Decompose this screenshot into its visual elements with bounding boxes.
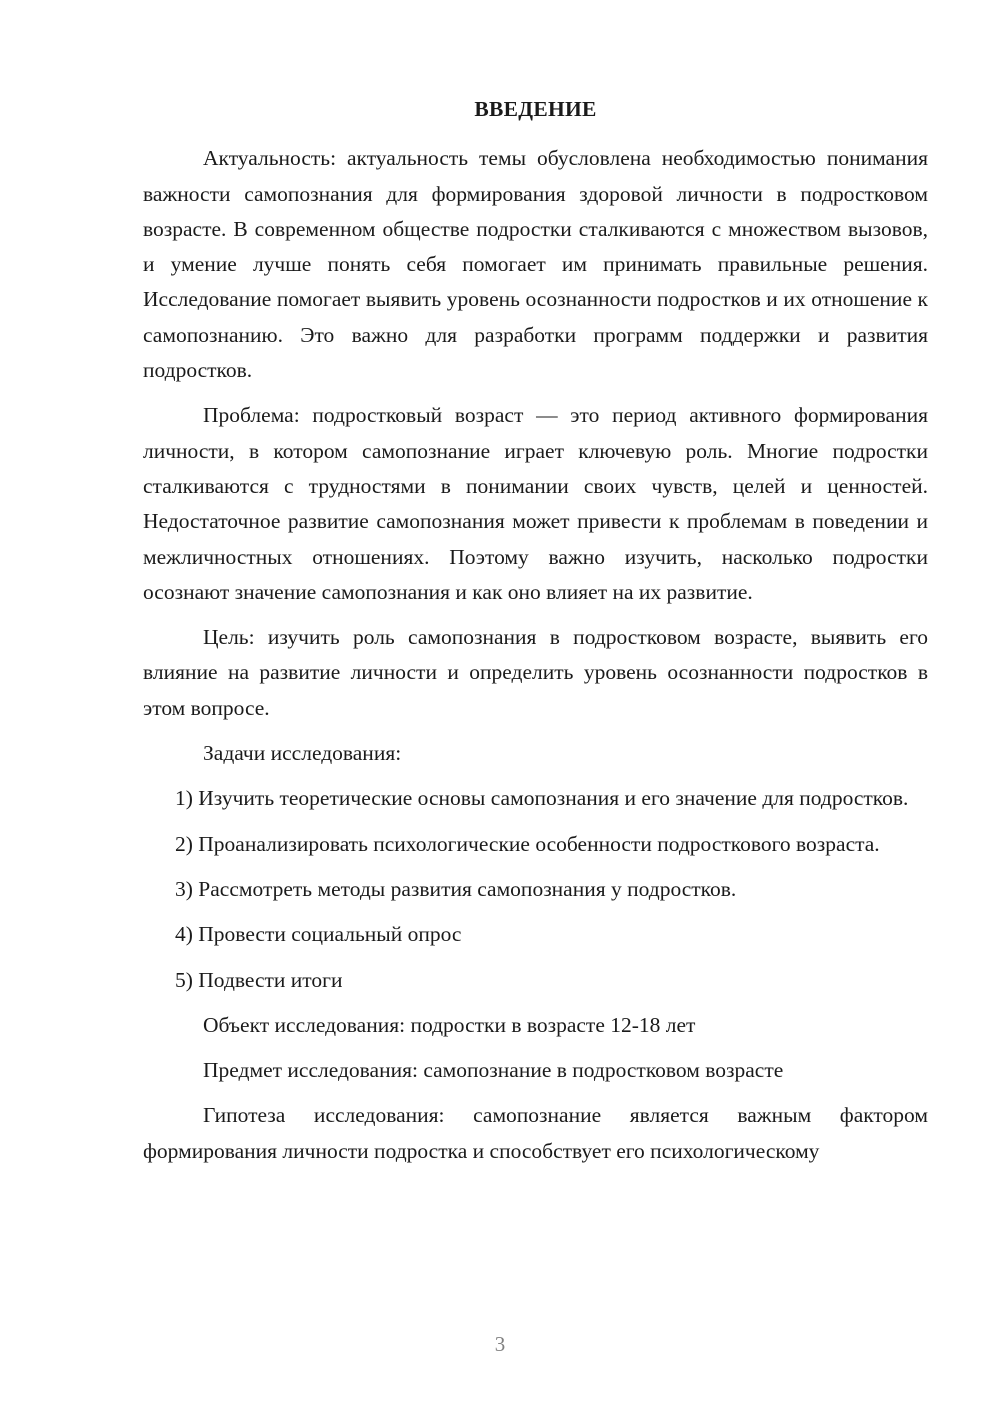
task-item-4: 4) Провести социальный опрос	[175, 922, 462, 947]
relevance-paragraph: Актуальность: актуальность темы обусловлена необходимостью понимания важности самопознания для формирования здоровой личности в подростковом возрасте. В современном обществе подростки сталкиваются с множеством вызовов, и умение лучше понять себя помогает им принимать правильные решения. Исследование помогает выявить уровень осознанности подростков и их отношение к самопознанию. Это важно для разработки программ поддержки и развития подростков.	[143, 146, 928, 383]
task-item-1: 1) Изучить теоретические основы самопознания и его значение для подростков.	[175, 786, 909, 811]
task-item-3: 3) Рассмотреть методы развития самопознания у подростков.	[175, 876, 737, 901]
document-page	[143, 92, 928, 1179]
task-item-5: 5) Подвести итоги	[175, 967, 343, 992]
goal-paragraph: Цель: изучить роль самопознания в подростковом возрасте, выявить его влияние на развитие личности и определить уровень осознанности подростков в этом вопросе.	[143, 625, 928, 720]
research-hypothesis: Гипотеза исследования: самопознание является важным фактором формирования личности подростка и способствует его психологическому	[143, 1103, 928, 1163]
section-title: ВВЕДЕНИЕ	[474, 97, 597, 121]
tasks-heading: Задачи исследования:	[203, 741, 402, 766]
page-number: 3	[494, 1332, 506, 1356]
research-object: Объект исследования: подростки в возрасте 12-18 лет	[203, 1012, 696, 1037]
problem-paragraph: Проблема: подростковый возраст — это период активного формирования личности, в котором самопознание играет ключевую роль. Многие подростки сталкиваются с трудностями в понимании своих чувств, целей и ценностей. Недостаточное развитие самопознания может привести к проблемам в поведении и межличностных отношениях. Поэтому важно изучить, насколько подростки осознают значение самопознания и как оно влияет на их развитие.	[143, 403, 928, 604]
task-item-2: 2) Проанализировать психологические особенности подросткового возраста.	[175, 831, 880, 856]
research-subject: Предмет исследования: самопознание в подростковом возрасте	[203, 1058, 784, 1083]
